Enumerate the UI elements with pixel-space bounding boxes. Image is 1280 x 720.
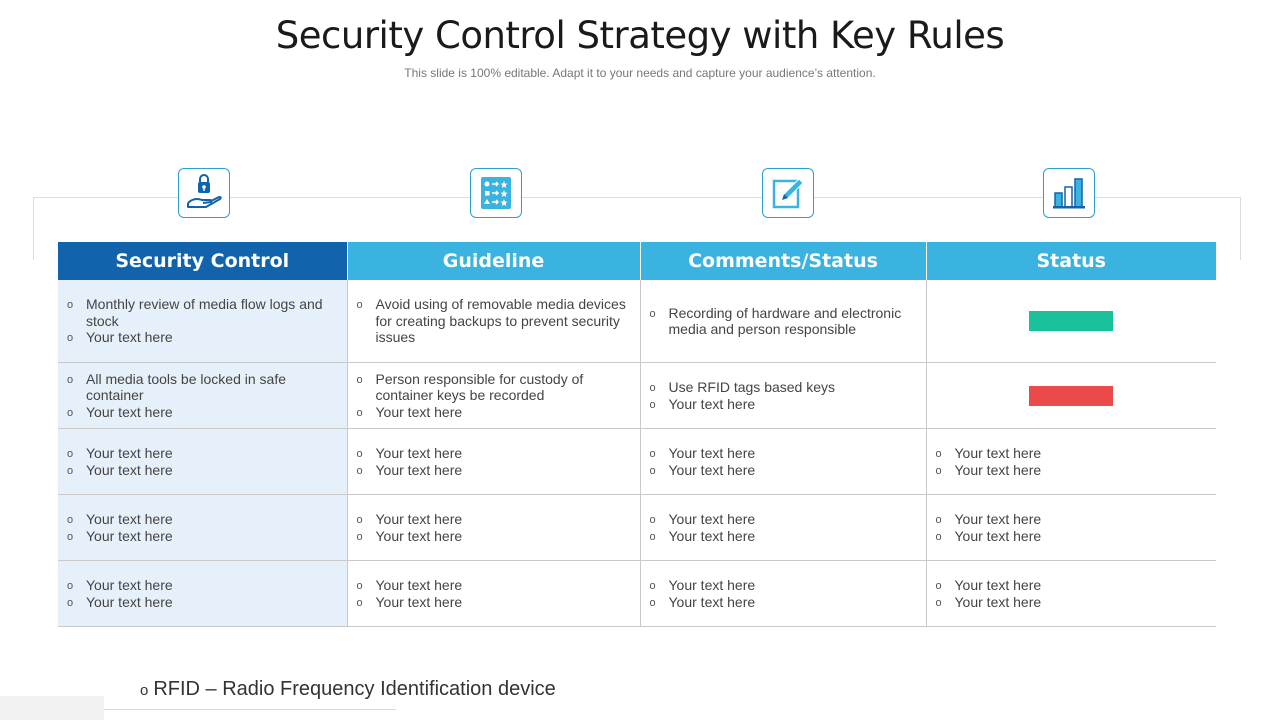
list-item: o Your text here bbox=[649, 577, 918, 594]
list-item: o Recording of hardware and electronic media and person responsible bbox=[649, 305, 918, 338]
list-item: o Your text here bbox=[356, 462, 632, 479]
list-item: o Your text here bbox=[935, 594, 1209, 611]
list-item: o Your text here bbox=[66, 445, 339, 462]
pencil-edit-icon bbox=[762, 168, 814, 218]
footer-line bbox=[104, 709, 396, 710]
header-comments-status: Comments/Status bbox=[640, 242, 926, 280]
footnote bbox=[140, 678, 556, 701]
table-row bbox=[58, 429, 1216, 495]
cell-comments bbox=[640, 561, 926, 627]
cell-comments bbox=[640, 280, 926, 363]
table-row bbox=[58, 561, 1216, 627]
cell-security-control bbox=[58, 561, 347, 627]
cell-security-control bbox=[58, 495, 347, 561]
list-item: o Use RFID tags based keys bbox=[649, 379, 918, 396]
list-item: o Your text here bbox=[66, 528, 339, 545]
list-item: o Your text here bbox=[649, 511, 918, 528]
list-item: o Your text here bbox=[649, 445, 918, 462]
cell-guideline bbox=[347, 280, 640, 363]
header-security-control: Security Control bbox=[58, 242, 347, 280]
cell-status bbox=[926, 429, 1216, 495]
list-item: o Your text here bbox=[935, 511, 1209, 528]
cell-guideline bbox=[347, 429, 640, 495]
list-item: o Your text here bbox=[356, 511, 632, 528]
hand-lock-icon bbox=[178, 168, 230, 218]
list-item: o Your text here bbox=[649, 396, 918, 413]
list-item: o Your text here bbox=[649, 594, 918, 611]
list-item: o Your text here bbox=[356, 594, 632, 611]
list-item: o Monthly review of media flow logs and stock bbox=[66, 296, 339, 329]
header-guideline: Guideline bbox=[347, 242, 640, 280]
list-item: o Your text here bbox=[356, 445, 632, 462]
header-status: Status bbox=[926, 242, 1216, 280]
cell-guideline bbox=[347, 363, 640, 429]
bar-chart-icon bbox=[1043, 168, 1095, 218]
list-item: o Your text here bbox=[66, 511, 339, 528]
cell-comments bbox=[640, 495, 926, 561]
list-item: o Your text here bbox=[649, 528, 918, 545]
cell-status bbox=[926, 561, 1216, 627]
list-item: o Your text here bbox=[935, 577, 1209, 594]
table-row bbox=[58, 280, 1216, 363]
list-item: o Person responsible for custody of container keys be recorded bbox=[356, 371, 632, 404]
checklist-icon bbox=[470, 168, 522, 218]
cell-security-control bbox=[58, 280, 347, 363]
table-row bbox=[58, 495, 1216, 561]
footnote-text: RFID – Radio Frequency Identification device bbox=[153, 678, 556, 700]
list-item: o Your text here bbox=[66, 329, 339, 346]
list-item: o Your text here bbox=[66, 594, 339, 611]
list-item: o Your text here bbox=[356, 577, 632, 594]
list-item: o Your text here bbox=[935, 528, 1209, 545]
list-item: o All media tools be locked in safe container bbox=[66, 371, 339, 404]
list-item: o Your text here bbox=[66, 462, 339, 479]
table-row bbox=[58, 363, 1216, 429]
list-item: o Your text here bbox=[649, 462, 918, 479]
bullet-icon: o bbox=[140, 682, 149, 699]
status-bar-green bbox=[1029, 311, 1113, 331]
list-item: o Your text here bbox=[66, 577, 339, 594]
list-item: o Avoid using of removable media devices for creating backups to prevent security issues bbox=[356, 296, 632, 346]
slide-title: Security Control Strategy with Key Rules bbox=[275, 14, 1005, 57]
cell-comments bbox=[640, 363, 926, 429]
status-bar-red bbox=[1029, 386, 1113, 406]
cell-comments bbox=[640, 429, 926, 495]
cell-status bbox=[926, 363, 1216, 429]
list-item: o Your text here bbox=[356, 404, 632, 421]
footer-decoration bbox=[0, 696, 104, 720]
table-header-row bbox=[58, 242, 1216, 280]
cell-guideline bbox=[347, 495, 640, 561]
list-item: o Your text here bbox=[935, 462, 1209, 479]
slide-subtitle: This slide is 100% editable. Adapt it to your needs and capture your audience’s attention. bbox=[404, 66, 876, 80]
security-table bbox=[58, 242, 1216, 627]
cell-guideline bbox=[347, 561, 640, 627]
cell-status bbox=[926, 280, 1216, 363]
list-item: o Your text here bbox=[935, 445, 1209, 462]
list-item: o Your text here bbox=[66, 404, 339, 421]
list-item: o Your text here bbox=[356, 528, 632, 545]
cell-security-control bbox=[58, 363, 347, 429]
cell-security-control bbox=[58, 429, 347, 495]
cell-status bbox=[926, 495, 1216, 561]
